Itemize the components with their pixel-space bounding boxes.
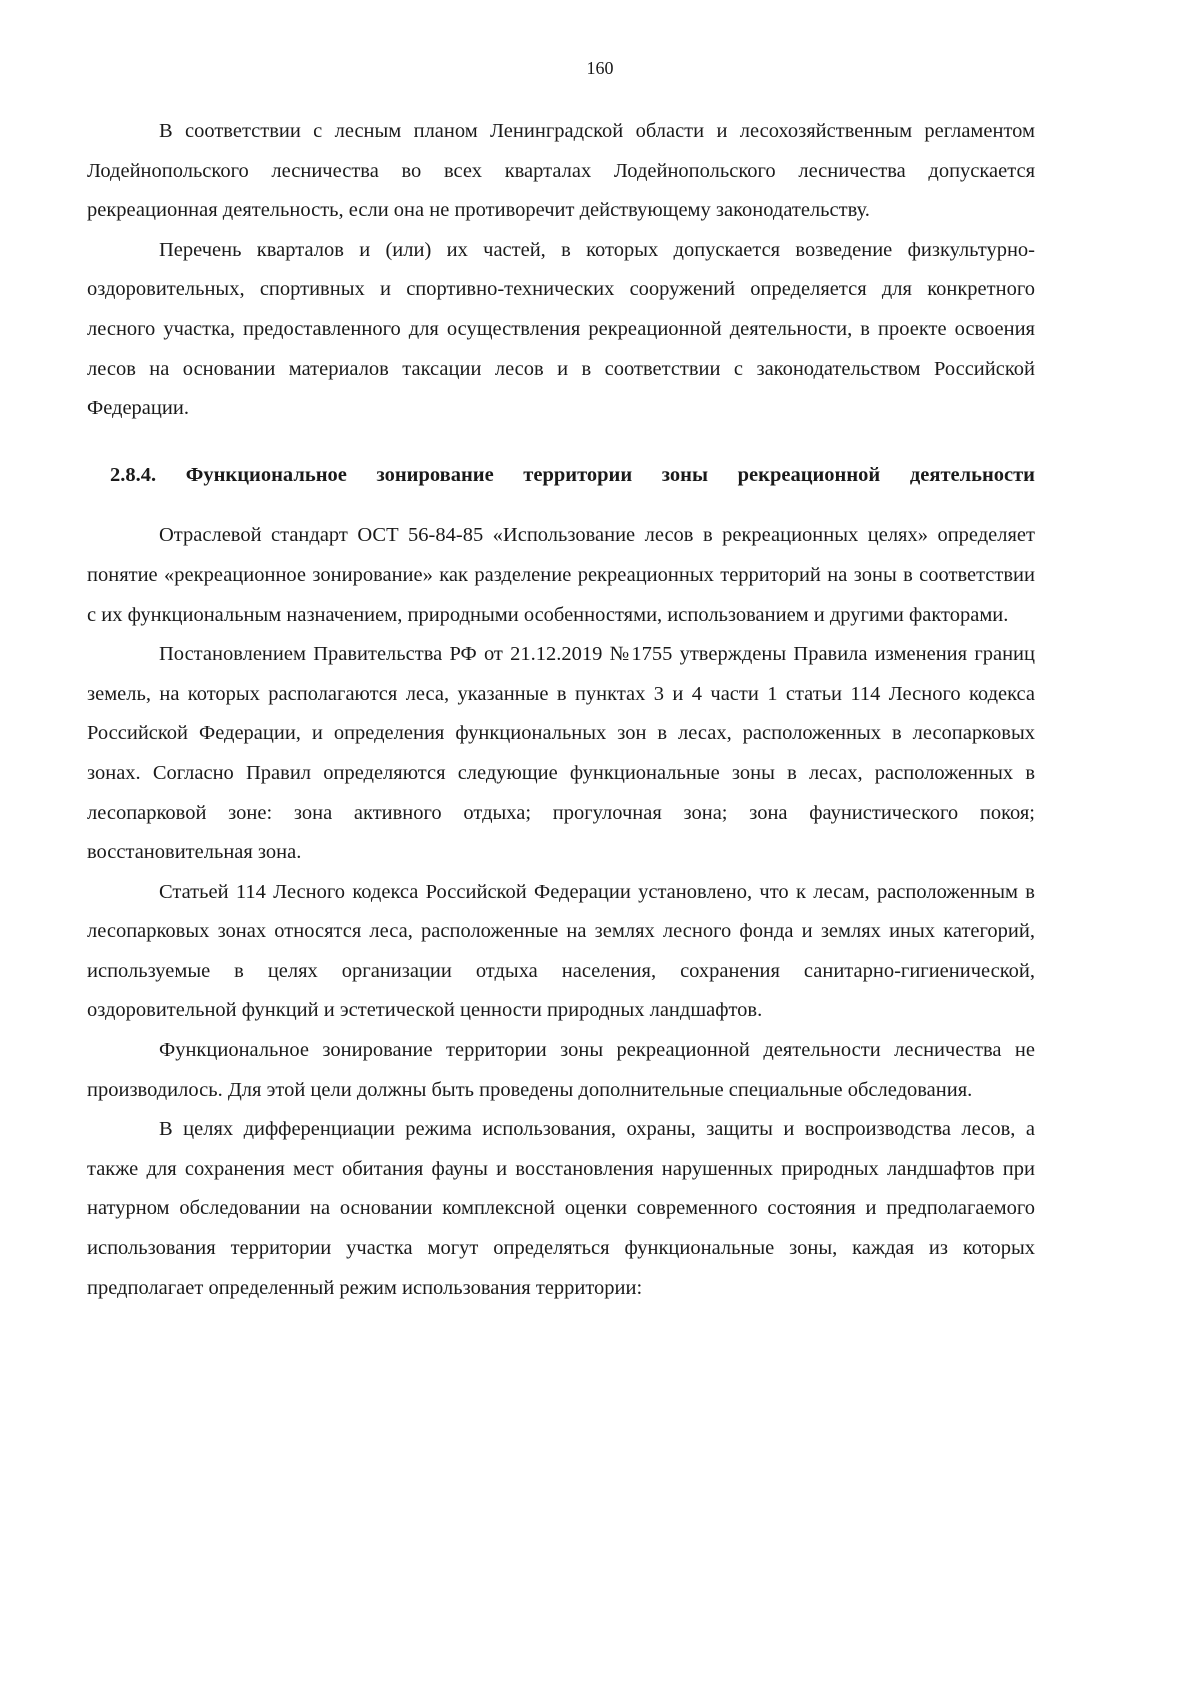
paragraph: Функциональное зонирование территории зоны рекреационной деятельности лесничества не производилось. Для этой цели должны быть проведены дополнительные специальные обследования. — [87, 1039, 1035, 1101]
paragraph: Статьей 114 Лесного кодекса Российской Федерации установлено, что к лесам, расположенным в лесопарковых зонах относятся леса, расположенные на землях лесного фонда и землях иных категорий, используемые в целях организации отдыха населения, сохранения санитарно-гигиенической, оздоровительной функций и эстетической ценности природных ландшафтов. — [87, 880, 1035, 1022]
paragraph: В целях дифференциации режима использования, охраны, защиты и воспроизводства лесов, а также для сохранения мест обитания фауны и восстановления нарушенных природных ландшафтов при натурном обследовании на основании комплексной оценки современного состояния и предполагаемого использования территории участка могут определяться функциональные зоны, каждая из которых предполагает определенный режим использования территории: — [87, 1118, 1035, 1299]
page-body — [87, 112, 1035, 1308]
section-heading: 2.8.4. Функциональное зонирование территории зоны рекреационной деятельности — [110, 463, 1035, 486]
paragraph: Перечень кварталов и (или) их частей, в которых допускается возведение физкультурно-оздоровительных, спортивных и спортивно-технических сооружений определяется для конкретного лесного участка, предоставленного для осуществления рекреационной деятельности, в проекте освоения лесов на основании материалов таксации лесов и в соответствии с законодательством Российской Федерации. — [87, 238, 1035, 420]
paragraph: В соответствии с лесным планом Ленинградской области и лесохозяйственным регламентом Лодейнопольского лесничества во всех кварталах Лодейнопольского лесничества допускается рекреационная деятельность, если она не противоречит действующему законодательству. — [87, 120, 1035, 222]
page-number: 160 — [586, 58, 614, 78]
paragraph: Постановлением Правительства РФ от 21.12.2019 №1755 утверждены Правила изменения границ земель, на которых располагаются леса, указанные в пунктах 3 и 4 части 1 статьи 114 Лесного кодекса Российской Федерации, и определения функциональных зон в лесах, расположенных в лесопарковых зонах. Согласно Правил определяются следующие функциональные зоны в лесах, расположенных в лесопарковой зоне: зона активного отдыха; прогулочная зона; зона фаунистического покоя; восстановительная зона. — [87, 643, 1035, 864]
paragraph: Отраслевой стандарт ОСТ 56-84-85 «Использование лесов в рекреационных целях» определяет понятие «рекреационное зонирование» как разделение рекреационных территорий на зоны в соответствии с их функциональным назначением, природными особенностями, использованием и другими факторами. — [87, 524, 1035, 626]
